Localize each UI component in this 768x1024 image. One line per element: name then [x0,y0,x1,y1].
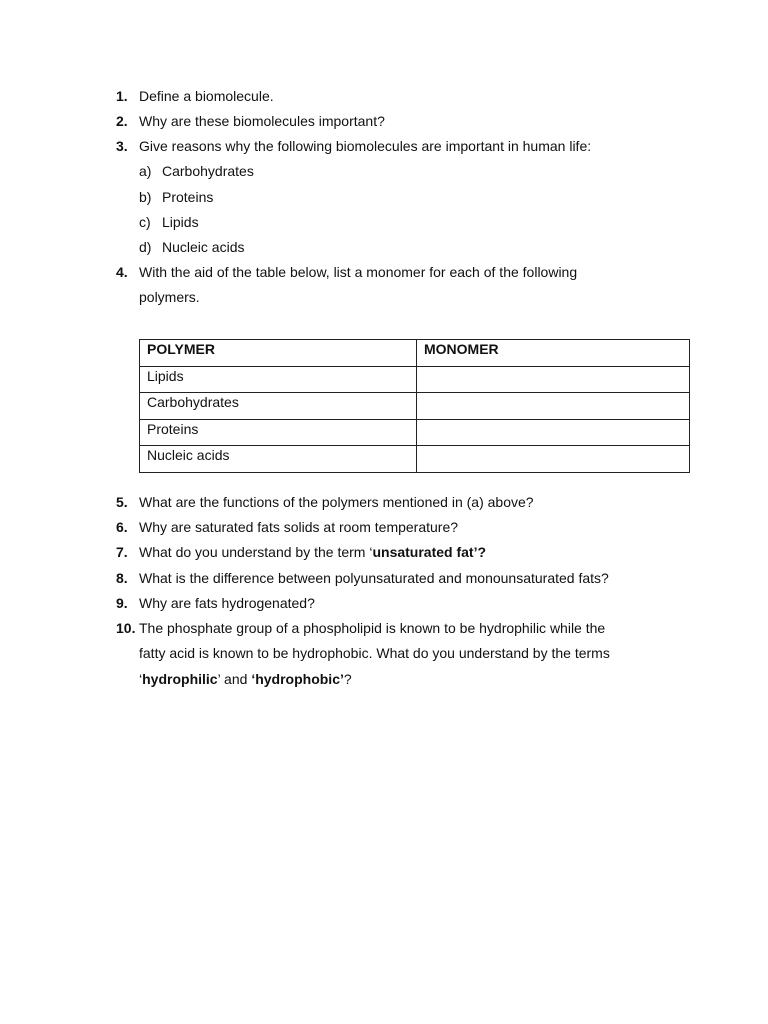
question-number: 1. [116,88,128,104]
question-number: 3. [116,138,128,154]
question-number: 9. [116,595,128,611]
sub-item-letter: c) [139,214,151,230]
question-text: What are the functions of the polymers mentioned in (a) above? [139,494,534,510]
question-number: 2. [116,113,128,129]
polymer-cell: Lipids [140,366,417,393]
question-number: 8. [116,570,128,586]
question-text: Why are saturated fats solids at room temperature? [139,519,459,535]
table-header-row [140,340,690,367]
sub-item-letter: a) [139,163,152,179]
question-text [139,540,679,565]
sub-item-a [139,159,254,184]
sub-item-text: Carbohydrates [162,163,254,179]
sub-item-text: Lipids [162,214,199,230]
monomer-cell [417,366,690,393]
question-text-prefix: What do you understand by the term ‘ [139,544,373,560]
question-text-line-1: The phosphate group of a phospholipid is known to be hydrophilic while the [139,620,606,636]
sub-item-text: Proteins [162,189,214,205]
sub-item-letter: b) [139,189,152,205]
table-row [140,393,690,420]
sub-item-letter: d) [139,239,152,255]
question-text: Why are these biomolecules important? [139,113,385,129]
table-row [140,366,690,393]
question-text: Why are fats hydrogenated? [139,595,315,611]
question-number: 6. [116,519,128,535]
question-number: 4. [116,264,128,280]
term-hydrophobic: ‘hydrophobic’ [251,670,344,687]
header-monomer: MONOMER [417,340,690,367]
polymer-cell: Carbohydrates [140,393,417,420]
table-row [140,419,690,446]
question-text: Define a biomolecule. [139,88,274,104]
sub-item-text: Nucleic acids [162,239,245,255]
question-text-middle: ’ and [217,670,252,687]
term-unsaturated-fat: unsaturated fat’? [372,544,487,560]
polymer-monomer-table [139,339,690,473]
sub-item-c [139,210,199,235]
quote-open: ‘ [139,670,143,687]
question-text: What is the difference between polyunsaturated and monounsaturated fats? [139,570,609,586]
header-polymer: POLYMER [140,340,417,367]
polymer-cell: Proteins [140,419,417,446]
sub-item-b [139,185,213,210]
question-text-line-2: polymers. [139,289,200,306]
question-text-line-1: With the aid of the table below, list a monomer for each of the following [139,264,578,280]
question-number: 7. [116,544,128,560]
question-number: 10. [116,620,136,636]
question-number: 5. [116,494,128,510]
question-text-line-3 [139,667,679,692]
monomer-cell [417,419,690,446]
monomer-cell [417,446,690,473]
question-text-line-2: fatty acid is known to be hydrophobic. What do you understand by the terms [139,645,610,662]
question-text-end: ? [343,670,352,687]
question-text: Give reasons why the following biomolecules are important in human life: [139,138,592,154]
term-hydrophilic: hydrophilic [142,670,218,687]
table-row [140,446,690,473]
monomer-cell [417,393,690,420]
sub-item-d [139,235,244,260]
polymer-cell: Nucleic acids [140,446,417,473]
